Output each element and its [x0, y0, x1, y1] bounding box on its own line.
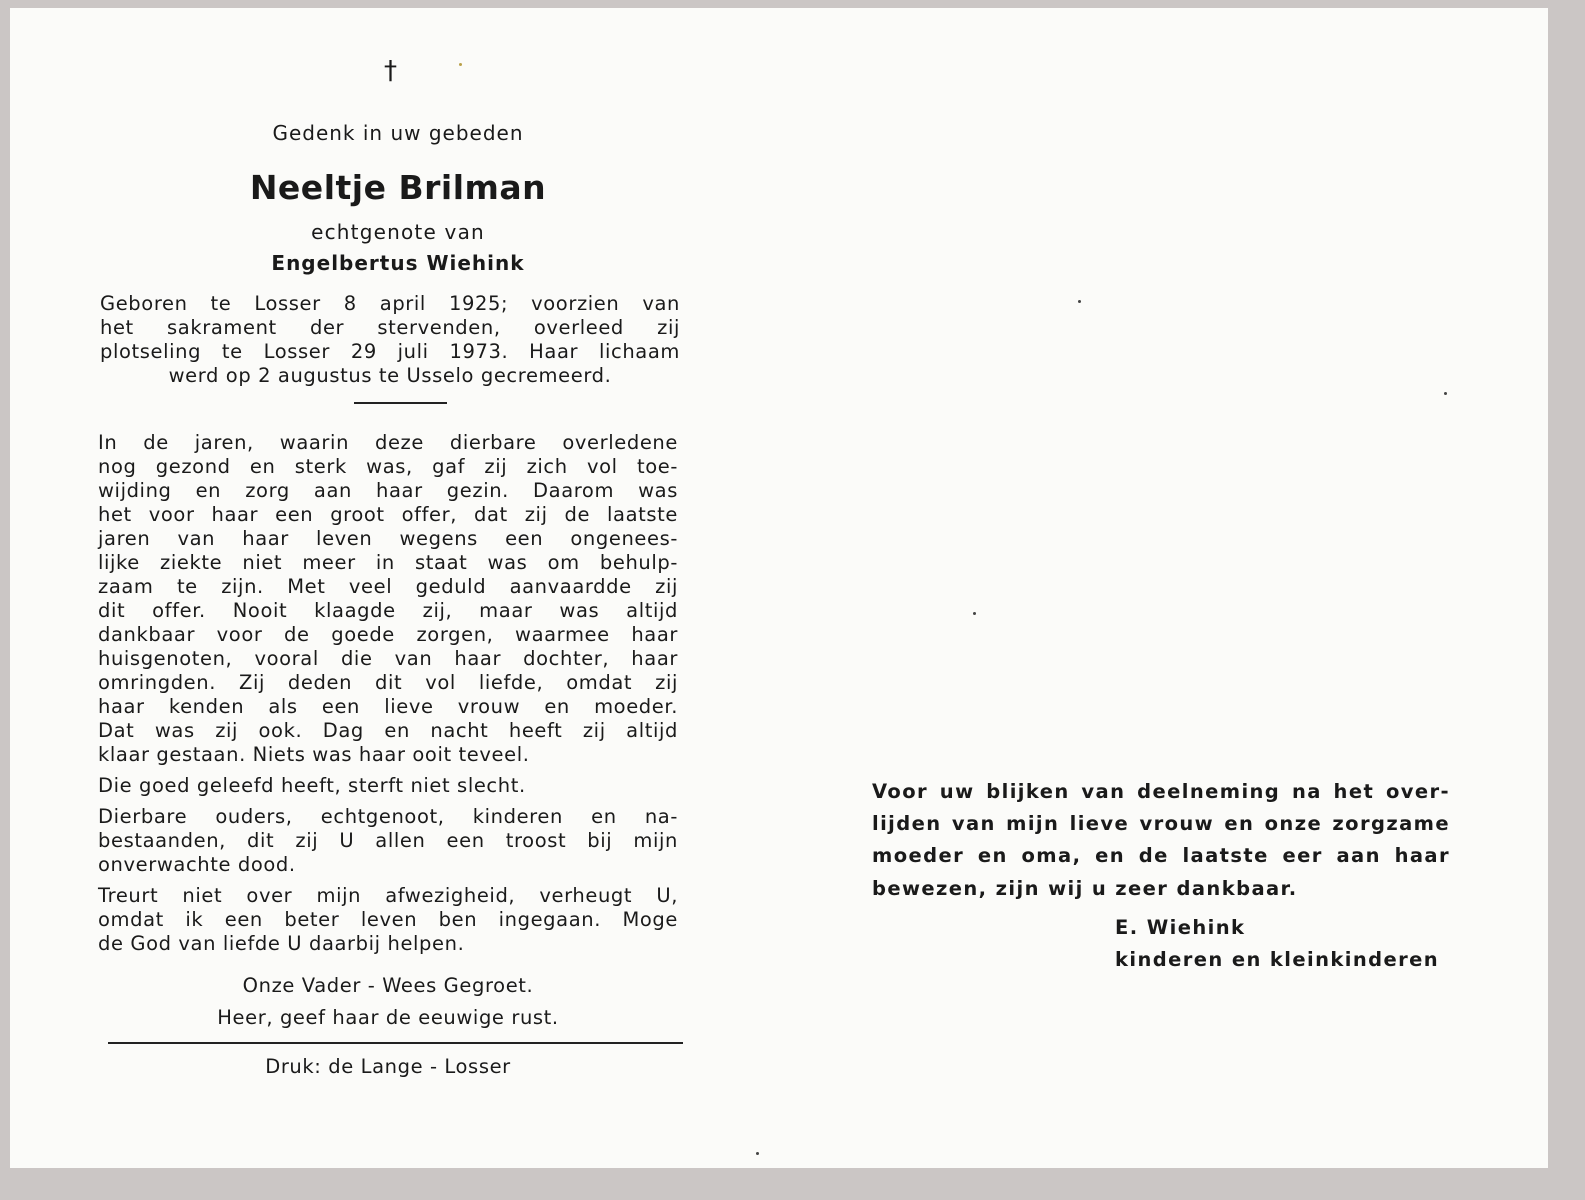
signature-name: E. Wiehink — [1115, 916, 1246, 939]
speck — [1444, 392, 1447, 395]
body-line: omringden. Zij deden dit vol liefde, omdat zij — [98, 671, 678, 694]
thanks-line: moeder en oma, en de laatste eer aan haar — [872, 844, 1450, 867]
spouse-name: Engelbertus Wiehink — [271, 251, 525, 275]
body-line: onverwachte dood. — [98, 853, 296, 876]
printer-credit: Druk: de Lange - Losser — [265, 1055, 511, 1078]
body-line: dit offer. Nooit klaagde zij, maar was altijd — [98, 599, 678, 622]
body-line: Dierbare ouders, echtgenoot, kinderen en na- — [98, 805, 678, 828]
body-line: haar kenden als een lieve vrouw en moeder. — [98, 695, 678, 718]
spouse-of-label: echtgenote van — [311, 220, 485, 244]
body-line: Die goed geleefd heeft, sterft niet slecht. — [98, 774, 526, 797]
body-line: nog gezond en sterk was, gaf zij zich vol toe- — [98, 455, 678, 478]
bio-line: plotseling te Losser 29 juli 1973. Haar lichaam — [100, 340, 680, 363]
body-line: de God van liefde U daarbij helpen. — [98, 932, 465, 955]
speck — [459, 63, 462, 66]
thanks-line: bewezen, zijn wij u zeer dankbaar. — [872, 877, 1298, 900]
thanks-line: lijden van mijn lieve vrouw en onze zorgzame — [872, 812, 1450, 835]
body-line: jaren van haar leven wegens een ongenees- — [98, 527, 678, 550]
memorial-card — [10, 8, 1548, 1168]
body-line: het voor haar een groot offer, dat zij de laatste — [98, 503, 678, 526]
heading: Gedenk in uw gebeden — [272, 121, 524, 145]
divider — [354, 402, 447, 404]
prayers-line: Onze Vader - Wees Gegroet. — [242, 974, 534, 997]
body-line: omdat ik een beter leven ben ingegaan. Moge — [98, 908, 678, 931]
deceased-name: Neeltje Brilman — [249, 168, 547, 207]
signature-family: kinderen en kleinkinderen — [1115, 948, 1440, 971]
divider — [108, 1042, 683, 1044]
body-line: wijding en zorg aan haar gezin. Daarom was — [98, 479, 678, 502]
bio-line: Geboren te Losser 8 april 1925; voorzien van — [100, 292, 680, 315]
cross-icon: † — [384, 56, 397, 86]
body-line: Dat was zij ook. Dag en nacht heeft zij altijd — [98, 719, 678, 742]
body-line: bestaanden, dit zij U allen een troost bij mijn — [98, 829, 678, 852]
bio-line: werd op 2 augustus te Usselo gecremeerd. — [168, 364, 612, 387]
body-line: huisgenoten, vooral die van haar dochter, haar — [98, 647, 678, 670]
bio-line: het sakrament der stervenden, overleed zij — [100, 316, 680, 339]
thanks-line: Voor uw blijken van deelneming na het over- — [872, 780, 1450, 803]
body-line: dankbaar voor de goede zorgen, waarmee haar — [98, 623, 678, 646]
speck — [1078, 300, 1081, 303]
rest-line: Heer, geef haar de eeuwige rust. — [217, 1006, 559, 1029]
speck — [756, 1152, 759, 1155]
body-line: In de jaren, waarin deze dierbare overledene — [98, 431, 678, 454]
body-line: Treurt niet over mijn afwezigheid, verheugt U, — [98, 884, 678, 907]
speck — [973, 612, 976, 615]
body-line: lijke ziekte niet meer in staat was om behulp- — [98, 551, 678, 574]
body-line: klaar gestaan. Niets was haar ooit teveel. — [98, 743, 530, 766]
body-line: zaam te zijn. Met veel geduld aanvaardde zij — [98, 575, 678, 598]
